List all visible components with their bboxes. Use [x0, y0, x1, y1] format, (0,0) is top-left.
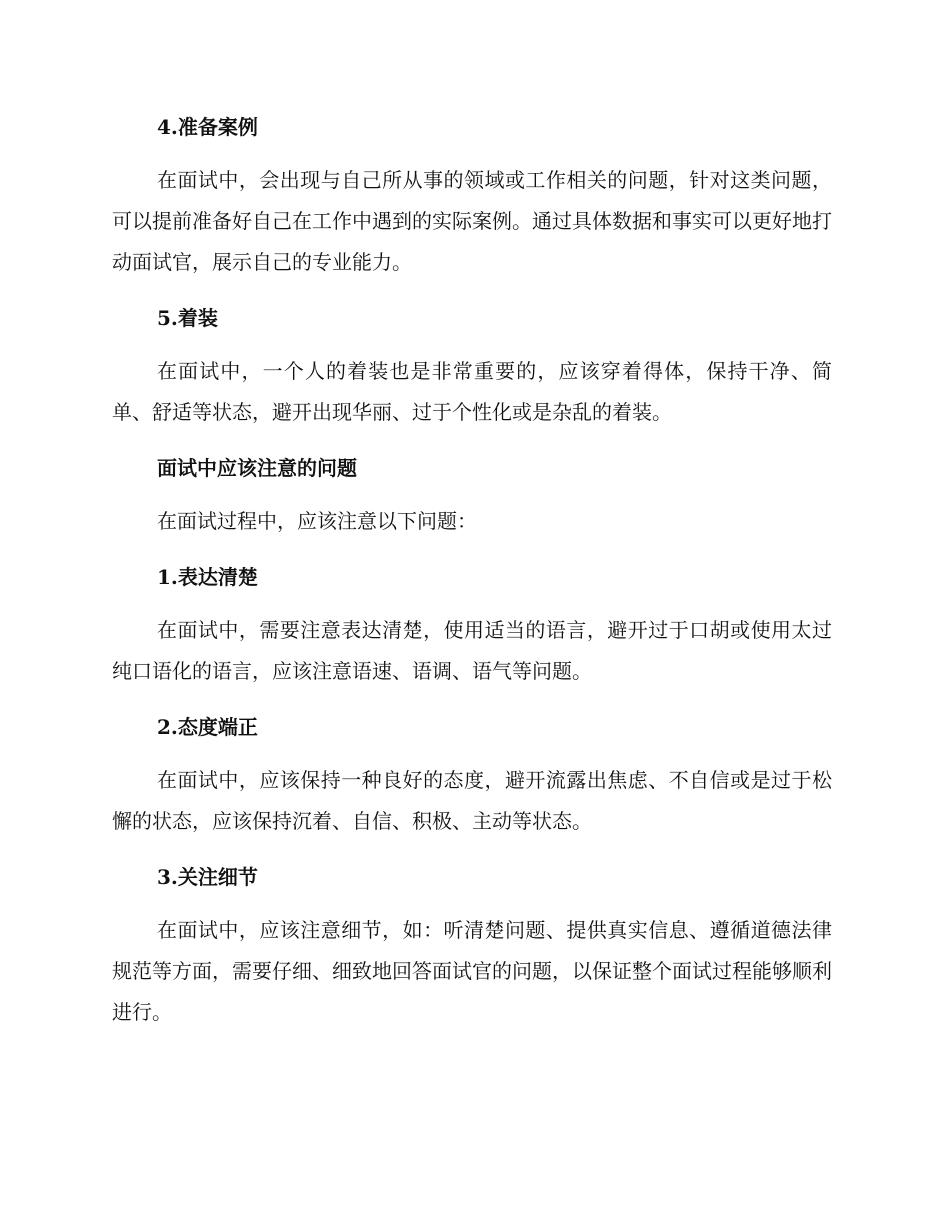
section-attitude [112, 707, 832, 857]
section-interview-notes [112, 448, 832, 557]
section-paragraph: 在面试中，一个人的着装也是非常重要的，应该穿着得体，保持干净、简单、舒适等状态，避开出现华丽、过于个性化或是杂乱的着装。 [112, 359, 832, 424]
section-paragraph: 在面试中，会出现与自己所从事的领域或工作相关的问题，针对这类问题，可以提前准备好自己在工作中遇到的实际案例。通过具体数据和事实可以更好地打动面试官，展示自己的专业能力。 [112, 168, 832, 274]
section-details [112, 857, 832, 1033]
section-paragraph: 在面试中，应该注意细节，如：听清楚问题、提供真实信息、遵循道德法律规范等方面，需要仔细、细致地回答面试官的问题，以保证整个面试过程能够顺利进行。 [112, 918, 832, 1024]
section-heading: 1.表达清楚 [157, 565, 258, 589]
section-clear-expression [112, 557, 832, 707]
section-paragraph: 在面试中，应该保持一种良好的态度，避开流露出焦虑、不自信或是过于松懈的状态，应该保持沉着、自信、积极、主动等状态。 [112, 768, 832, 833]
section-heading: 5.着装 [157, 306, 218, 330]
section-attire [112, 298, 832, 448]
section-paragraph: 在面试中，需要注意表达清楚，使用适当的语言，避开过于口胡或使用太过纯口语化的语言，应该注意语速、语调、语气等问题。 [112, 618, 832, 683]
section-heading: 4.准备案例 [157, 115, 258, 139]
section-heading: 面试中应该注意的问题 [157, 456, 357, 480]
section-paragraph: 在面试过程中，应该注意以下问题： [157, 509, 477, 533]
section-heading: 3.关注细节 [157, 865, 258, 889]
document-page [112, 107, 832, 1033]
section-prepare-cases [112, 107, 832, 298]
section-heading: 2.态度端正 [157, 715, 258, 739]
